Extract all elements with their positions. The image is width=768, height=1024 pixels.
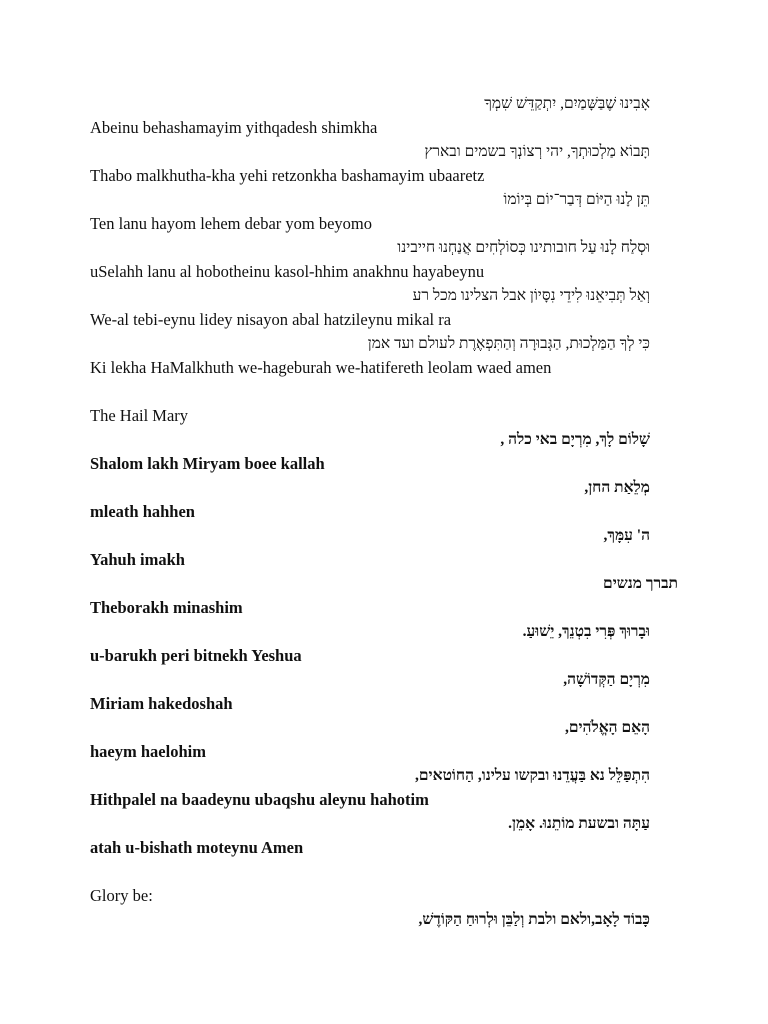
hail-mary-translit-line-2: mleath hahhen bbox=[90, 502, 195, 521]
document-page bbox=[90, 92, 678, 932]
lords-prayer-section bbox=[90, 92, 650, 380]
hail-mary-hebrew-line-8: הִתְפַּלֵּל נא בַּעֲדֵנוּ ובקשו עלינו, הַחוֹטאים, bbox=[415, 767, 650, 784]
lords-prayer-hebrew-line-5: וְאַל תְּבִיאֵנוּ לִידֵי נִסָּיוֹן אבל הצלינו מכל רע bbox=[412, 287, 650, 304]
hail-mary-translit-line-8: Hithpalel na baadeynu ubaqshu aleynu hahotim bbox=[90, 790, 429, 809]
glory-be-hebrew-line-1: כָּבוֹד לָאָב,ולאם ולבת וְלַבֵּן וּלְרוּחַ הַקּוֹדֶשׁ, bbox=[418, 911, 650, 928]
hail-mary-translit-line-7: haeym haelohim bbox=[90, 742, 206, 761]
hail-mary-hebrew-line-3: ה' עִמָּךְ, bbox=[603, 527, 650, 544]
glory-be-heading: Glory be: bbox=[90, 886, 153, 905]
glory-be-section bbox=[90, 884, 650, 932]
hail-mary-heading: The Hail Mary bbox=[90, 406, 189, 425]
hail-mary-translit-line-6: Miriam hakedoshah bbox=[90, 694, 233, 713]
lords-prayer-translit-line-1: Abeinu behashamayim yithqadesh shimkha bbox=[90, 118, 378, 137]
lords-prayer-translit-line-4: uSelahh lanu al hobotheinu kasol-hhim anakhnu hayabeynu bbox=[90, 262, 485, 281]
lords-prayer-translit-line-5: We-al tebi-eynu lidey nisayon abal hatzileynu mikal ra bbox=[90, 310, 452, 329]
hail-mary-hebrew-line-2: מְלֵאַת החן, bbox=[584, 479, 650, 496]
hail-mary-translit-line-1: Shalom lakh Miryam boee kallah bbox=[90, 454, 325, 473]
hail-mary-hebrew-line-4: תברך מנשים bbox=[603, 575, 678, 592]
lords-prayer-hebrew-line-2: תָּבוֹא מַלְכוּתְךָ, יהי רְצוֹנְךָ בשמים ובארץ bbox=[424, 143, 650, 160]
lords-prayer-hebrew-line-4: וּסְלַח לָנוּ עַל חובותינו כְּסוֹלְחִים אֲנַחְנוּ חייבינו bbox=[397, 239, 650, 256]
lords-prayer-translit-line-3: Ten lanu hayom lehem debar yom beyomo bbox=[90, 214, 373, 233]
paragraph-spacer bbox=[90, 380, 650, 404]
hail-mary-translit-line-5: u-barukh peri bitnekh Yeshua bbox=[90, 646, 302, 665]
hail-mary-translit-line-9: atah u-bishath moteynu Amen bbox=[90, 838, 304, 857]
hail-mary-hebrew-line-7: הָאֵם הָאֱלֹהִים, bbox=[564, 719, 650, 736]
hail-mary-translit-line-4: Theborakh minashim bbox=[90, 598, 243, 617]
lords-prayer-hebrew-line-3: תֵּן לָנוּ הַיּוֹם דְּבַר־יוֹם בְּיוֹמוֹ bbox=[503, 191, 650, 208]
hail-mary-hebrew-line-5: וּבָרוּךְ פְּרִי בִטְנֵךְ, יֵשׁוּעַ. bbox=[522, 623, 650, 640]
hail-mary-hebrew-line-1: שָׁלוֹם לָךְ, מִרְיָם באי כלה , bbox=[500, 431, 650, 448]
hail-mary-translit-line-3: Yahuh imakh bbox=[90, 550, 185, 569]
paragraph-spacer bbox=[90, 860, 650, 884]
hail-mary-hebrew-line-9: עַתָּה ובשעת מוֹתֵנוּ. אָמֵן. bbox=[508, 815, 650, 832]
lords-prayer-translit-line-6: Ki lekha HaMalkhuth we-hageburah we-hatifereth leolam waed amen bbox=[90, 358, 552, 377]
lords-prayer-hebrew-line-1: אָבִינוּ שֶׁבַּשָּׁמַיִם, יִתְקַדֵּשׁ שִׁמְךָ bbox=[484, 95, 650, 112]
hail-mary-hebrew-line-6: מִרְיָם הַקְּדוֹשָׁה, bbox=[563, 671, 650, 688]
lords-prayer-translit-line-2: Thabo malkhutha-kha yehi retzonkha bashamayim ubaaretz bbox=[90, 166, 485, 185]
lords-prayer-hebrew-line-6: כִּי לְךָ הַמַּלְכוּת, הַגְּבוּרָה וְהַתִּפְאֶרֶת לעולם ועד אמן bbox=[367, 335, 650, 352]
hail-mary-section bbox=[90, 404, 678, 860]
